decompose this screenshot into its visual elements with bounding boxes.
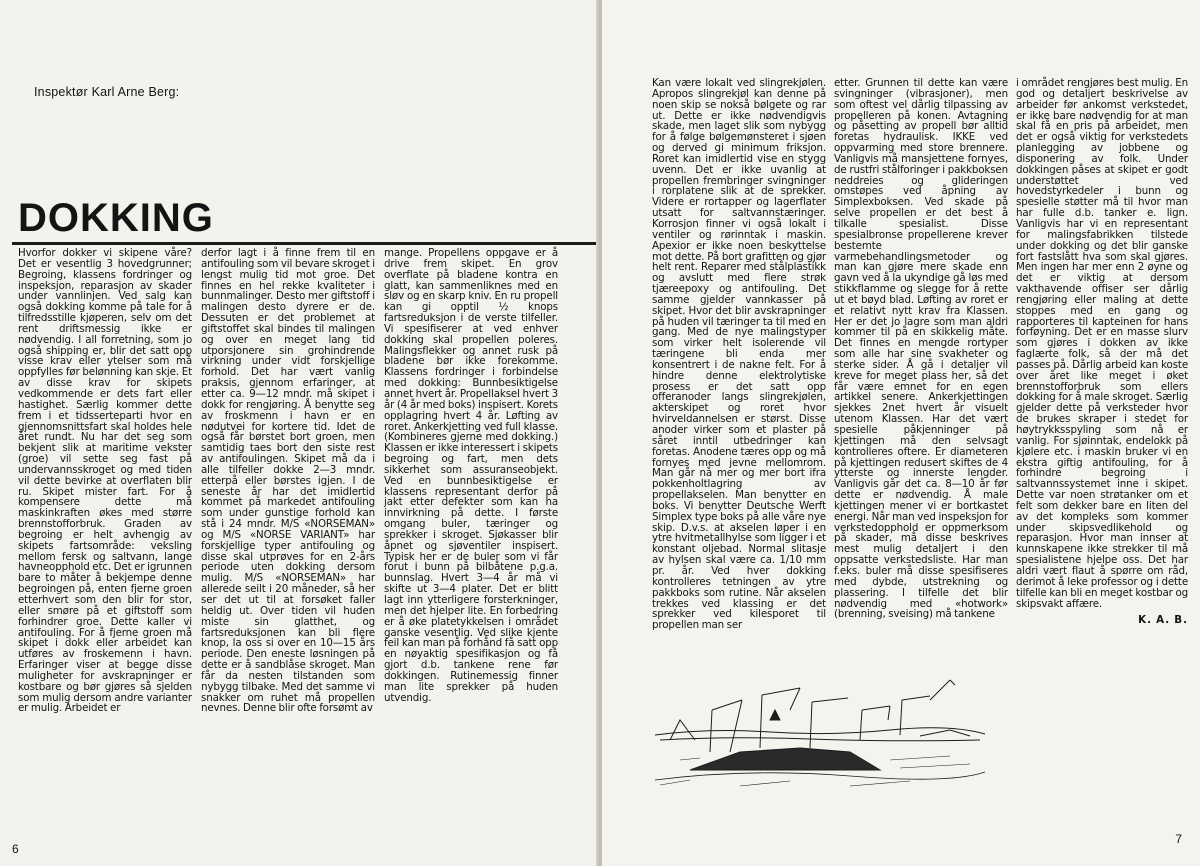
- right-page: [602, 0, 1200, 866]
- paragraph: Hvorfor dokker vi skipene våre? Det er vesentlig 3 hovedgrunner; Begroing, klassens fordringer og inspeksjon, reparasjon av skader under vannlinjen. Ved salg kan også dokking komme på tale for å tilfredsstille kjøperen, selv om det rent driftsmessig ikke er nødvendig. I all forretning, som jo også shipping er, blir det satt opp visse krav eller ytelser som må oppfylles før belønning kan skje. Et av disse krav for skipets vedkommende er dets fart eller hastighet. Særlig kommer dette frem i et tidsserteparti hvor en gjennomsnittsfart skal holdes hele året rundt. Nu har det seg som bekjent slik at maritime vekster (groe) vil sette seg fast på undervannsskroget og med tiden vil dette bevirke at overflaten blir ru. Skipet mister fart. For å kompensere dette må maskinkraften økes med større brennstofforbruk. Graden av begroing er helt avhengig av skipets fartsområde: veksling mellom fersk og saltvann, lange havneopphold etc. Det er igrunnen bare to måter å bekjempe denne begroingen på, enten fjerne groen etterhvert som den blir for stor, eller smøre på et giftstoff som forhindrer groe. Dette kaller vi antifouling. For å fjerne groen må skipet i dokk eller arbeidet kan utføres av froskemenn i havn. Erfaringer viser at begge disse muligheter for avskrapninger er kostbare og bør gjøres så sjelden som mulig dersom andre varianter er mulig. Arbeidet er: [18, 247, 192, 715]
- paragraph: Kan være lokalt ved slingrekjølen. Apropos slingrekjøl kan denne på noen skip se nokså bølgete og rar ut. Dette er ikke nødvendigvis skade, men laget slik som nybygg for å følge bølgemønsteret i sjøen og derved gi minimum friksjon. Roret kan imidlertid vise en stygg uvenn. Det er ikke uvanlig at propellen frembringer svingninger i rorplatene slik at de sprekker. Videre er rortapper og lagerflater utsatt for saltvannstæringer. Korrosjon finner vi også lokalt i ventiler og rørinntak i maskin. Apexior er ikke noen beskyttelse mot dette. På bort grafitten og gjør helt rent. Reparer med stålplastikk og avslutt med flere strøk tjæreepoxy og antifouling. Det samme gjelder vannkasser på skipet. Hvor det blir avskrapninger på huden vil tæringer ta til med en gang. Med de nye malingstyper som virker helt isolerende vil tæringene bli enda mer konsentrert i de nakne felt. For å hindre denne elektrolytiske prosess er det satt opp offeranoder langs slingrekjølen, akterskipet og roret hvor hvirveldannelsen er størst. Disse anoder virker som et plaster på såret inntil utbedringer kan foretas. Anodene tæres opp og må fornyes med jevne mellomrom. Man går nå mer og mer bort ifra pokkenholtlagring av propellakselen. Man benytter en boks. Vi benytter Deutsche Werft Simplex type boks på alle våre nye skip. D.v.s. at akselen løper i en ytre hvitmetallhylse som ligger i et konstant oljebad. Normal slitasje av hylsen skal være ca. 1/10 mm pr. år. Ved hver dokking kontrolleres tetningen av ytre pakkboks som rutine. Når akselen trekkes ved klassing er det sprekker ved kilesporet til propellen man ser: [652, 77, 826, 632]
- byline: Inspektør Karl Arne Berg:: [34, 85, 180, 99]
- headline: DOKKING: [18, 196, 214, 240]
- paragraph: etter. Grunnen til dette kan være svingninger (vibrasjoner), men som oftest vel dårlig tilpassing av propelleren på konen. Avtagning og påsetting av propell bør alltid foretas hydraulisk. IKKE ved oppvarming med store brennere. Vanligvis må mansjettene fornyes, de rustfri stålforinger i pakkboksen neddreies og glideringen omstøpes ved åpning av Simplexboksen. Ved skade på selve propellen er det best å tilkalle spesialist. Disse spesialbronse propellerene krever bestemte varmebehandlingsmetoder og man kan gjøre mere skade enn gavn ved å la ukyndige gå løs med stikkflamme og slegge for å rette ut et bøyd blad. Løfting av roret er et relativt nytt krav fra Klassen. Her er det jo lagre som man aldri kommer til på en skikkelig måte. Det finnes en mengde rortyper som alle har sine svakheter og sterke sider. Å gå i detaljer vil kreve for meget plass her, så det får være emnet for en egen artikkel senere. Ankerkjettingen sjekkes 2net hvert år visuelt utenom Klassen. Har det vært spesielle påkjenninger på kjettingen må den selvsagt kontrolleres oftere. Er diameteren på kjettingen redusert skiftes de 4 ytterste og innerste lengder. Vanligvis går det ca. 8—10 år før dette er nødvendig. Å male kjettingen mener vi er bortkastet energi. Når man ved inspeksjon for verkstedopphold er oppmerksom på skader, må disse beskrives mest mulig detaljert i den oppsatte verkstedsliste. Har man f.eks. buler må disse spesifiseres med dybde, utstrekning og plassering. I tilfelle det blir nødvendig med «hotwork» (brenning, sveising) må tankene: [834, 77, 1008, 621]
- paragraph: derfor lagt i å finne frem til en antifouling som vil bevare skroget i lengst mulig tid mot groe. Det finnes en hel rekke kvaliteter i bunnmalinger. Desto mer giftstoff i malingen desto dyrere er de. Dessuten er det problemet at giftstoffet skal bindes til malingen og over en meget lang tid utporsjonere sin grohindrende virkning under vidt forskjellige forhold. Det har vært vanlig praksis, gjennom erfaringer, at etter ca. 9—12 mndr. må skipet i dokk for rengjøring. Å benytte seg av froskmenn i havn er en nødutvei for kortere tid. Idet de også får børstet bort groen, men samtidig taes bort den siste rest av antifoulingen. Skipet må da i alle tilfeller dokke 2—3 mndr. etterpå eller børstes igjen. I de seneste år har det imidlertid kommet på markedet antifouling som under gunstige forhold kan stå i 24 mndr. M/S «NORSEMAN» og M/S «NORSE VARIANT» har forskjellige typer antifouling og disse skal utprøves for en 2-års periode uten dokking dersom mulig. M/S «NORSEMAN» har allerede seilt i 20 måneder, så her ser det ut til at forsøket faller heldig ut. Over tiden vil huden miste sin glatthet, og fartsreduksjonen kan bli flere knop, la oss si over en 10—15 års periode. Den eneste løsningen på dette er å sandblåse skroget. Man får da nesten tilstanden som nybygg tilbake. Med det samme vi snakker om ruhet må propellen nevnes. Denne blir ofte forsømt av: [201, 247, 375, 715]
- left-column-2: [201, 248, 375, 714]
- left-column-1: [18, 248, 192, 714]
- paragraph: mange. Propellens oppgave er å drive frem skipet. En grov overflate på bladene kontra en glatt, kan sammenliknes med en sløv og en skarp kniv. En ru propell kan gi opptil ½ knops fartsreduksjon i de verste tilfeller. Vi spesifiserer at ved enhver dokking skal propellen poleres. Malingsflekker og annet rusk på bladene bør ikke forekomme. Klassens fordringer i forbindelse med dokking: Bunnbesiktigelse annet hvert år. Propellaksel hvert 3 år (4 år med boks) inspisert. Korets opplagring hvert 4 år. Løfting av roret. Ankerkjetting ved full klasse. (Kombineres gjerne med dokking.) Klassen er ikke interessert i skipets begroing og fart, men dets sikkerhet som assuranseobjekt. Ved en bunnbesiktigelse er klassens representant derfor på jakt etter defekter som kan ha innvirkning på dette. I første omgang buler, tæringer og sprekker i skroget. Sjøkasser blir åpnet og sjøventiler inspisert. Typisk her er de buler som vi får forut i bunn på bilbåtene p.g.a. bunnslag. Hvert 3—4 år må vi skifte ut 3—4 plater. Det er blitt lagt inn ytterligere forsterkninger, men det hjelper lite. En forbedring er å øke platetykkelsen i området ganske vesentlig. Ved slike kjente feil kan man på forhånd få satt opp en nøyaktig spesifikasjon og få gjort d.b. tankene rene før dokkingen. Rutinemessig finner man lite sprekker på huden utvendig.: [384, 247, 558, 704]
- headline-rule: [12, 242, 598, 245]
- harbour-sketch-illustration: [650, 640, 990, 790]
- right-column-1: [652, 78, 826, 631]
- paragraph: i området rengjøres best mulig. En god og detaljert beskrivelse av arbeider før ankomst verkstedet, er ikke bare nødvendig for at man skal få en pris på arbeidet, men det er også viktig for verkstedets planlegging av jobbene og disponering av folk. Under dokkingen påses at skipet er godt understøttet ved hovedstyrkedeler i bunn og spesielle støtter må til hvor man har fulle d.b. tanker e. lign. Vanligvis har vi en representant for malingsfabrikken tilstede under dokking og det blir ganske fort fastslått hva som skal gjøres. Men ingen har mer enn 2 øyne og det er viktig at dersom vakthavende offiser ser dårlig rengjøring eller maling at dette stoppes med en gang og rapporteres til kapteinen for hans forføyning. Det er en masse slurv som gjøres i dokken av ikke faglærte folk, så der må det passes på. Dårlig arbeid kan koste over året like meget i øket brennstofforbruk som ellers dokking for å male skroget. Særlig gjelder dette på verksteder hvor de brukes skraper i stedet for høytrykksspyling som nå er vanlig. For sjøinntak, endelokk på kjølere etc. i maskin bruker vi en ekstra giftig antifouling, for å forhindre begroing i saltvannssystemet inne i skipet. Dette var noen strøtanker om et felt som dekker bare en liten del av det kompleks som kommer under skipsvedlikehold og reparasjon. Hvor man innser at kunnskapene ikke strekker til må spesialistene hjelpe oss. Det har aldri vært flaut å spørre om råd, derimot å leke professor og i dette tilfelle kan bli en meget kostbar og skipsvakt affære.: [1016, 77, 1188, 610]
- left-column-3: [384, 248, 558, 703]
- page-number-right: 7: [1175, 832, 1182, 846]
- signature: K. A. B.: [1138, 614, 1188, 627]
- page-number-left: 6: [12, 842, 19, 856]
- left-page: [0, 0, 598, 866]
- right-column-2: [834, 78, 1008, 620]
- right-column-3: [1016, 78, 1188, 626]
